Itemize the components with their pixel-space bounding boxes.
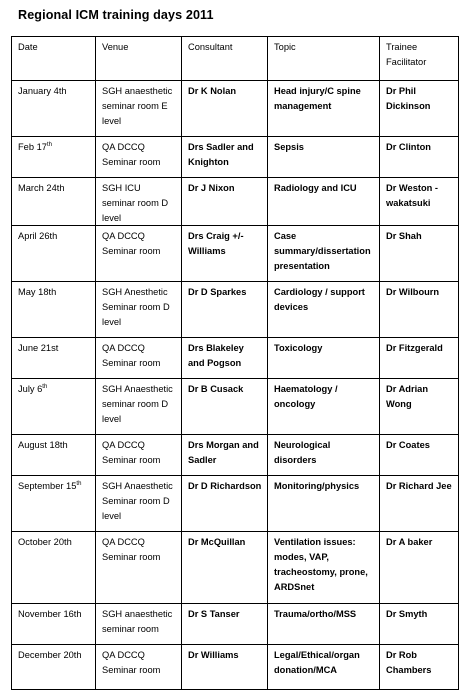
consultant-cell: Dr J Nixon — [182, 178, 268, 226]
date-cell: November 16th — [12, 604, 96, 645]
consultant-cell: Dr S Tanser — [182, 604, 268, 645]
consultant-cell: Dr B Cusack — [182, 379, 268, 435]
facilitator-cell: Dr Phil Dickinson — [380, 81, 459, 137]
date-cell: March 24th — [12, 178, 96, 226]
facilitator-cell: Dr Shah — [380, 226, 459, 282]
consultant-cell: Drs Sadler and Knighton — [182, 137, 268, 178]
table-row — [12, 379, 459, 435]
topic-cell: Neurological disorders — [268, 435, 380, 476]
venue-cell: QA DCCQ Seminar room — [96, 137, 182, 178]
date-cell: December 20th — [12, 645, 96, 690]
date-cell: April 26th — [12, 226, 96, 282]
date-cell: October 20th — [12, 532, 96, 604]
table-row — [12, 137, 459, 178]
facilitator-cell: Dr Richard Jee — [380, 476, 459, 532]
consultant-cell: Dr K Nolan — [182, 81, 268, 137]
venue-cell: QA DCCQ Seminar room — [96, 532, 182, 604]
document-title: Regional ICM training days 2011 — [18, 8, 214, 22]
date-cell: September 15th — [12, 476, 96, 532]
facilitator-cell: Dr Weston - wakatsuki — [380, 178, 459, 226]
topic-cell: Legal/Ethical/organ donation/MCA — [268, 645, 380, 690]
facilitator-cell: Dr A baker — [380, 532, 459, 604]
consultant-cell: Drs Morgan and Sadler — [182, 435, 268, 476]
topic-cell: Sepsis — [268, 137, 380, 178]
table-row — [12, 532, 459, 604]
topic-cell: Cardiology / support devices — [268, 282, 380, 338]
topic-cell: Head injury/C spine management — [268, 81, 380, 137]
header-trainee-facilitator: Trainee Facilitator — [380, 37, 459, 81]
topic-cell: Case summary/dissertation presentation — [268, 226, 380, 282]
facilitator-cell: Dr Wilbourn — [380, 282, 459, 338]
topic-cell: Trauma/ortho/MSS — [268, 604, 380, 645]
consultant-cell: Dr Williams — [182, 645, 268, 690]
venue-cell: QA DCCQ Seminar room — [96, 338, 182, 379]
venue-cell: QA DCCQ Seminar room — [96, 435, 182, 476]
venue-cell: SGH anaesthetic seminar room — [96, 604, 182, 645]
date-cell: July 6th — [12, 379, 96, 435]
consultant-cell: Drs Craig +/- Williams — [182, 226, 268, 282]
header-consultant: Consultant — [182, 37, 268, 81]
consultant-cell: Dr D Sparkes — [182, 282, 268, 338]
topic-cell: Haematology / oncology — [268, 379, 380, 435]
date-cell: January 4th — [12, 81, 96, 137]
table-row — [12, 604, 459, 645]
topic-cell: Monitoring/physics — [268, 476, 380, 532]
table-row — [12, 476, 459, 532]
facilitator-cell: Dr Coates — [380, 435, 459, 476]
topic-cell: Radiology and ICU — [268, 178, 380, 226]
venue-cell: SGH ICU seminar room D level — [96, 178, 182, 226]
date-cell: May 18th — [12, 282, 96, 338]
table-row — [12, 435, 459, 476]
venue-cell: SGH anaesthetic seminar room E level — [96, 81, 182, 137]
header-date: Date — [12, 37, 96, 81]
topic-cell: Toxicology — [268, 338, 380, 379]
venue-cell: QA DCCQ Seminar room — [96, 645, 182, 690]
training-schedule-table — [11, 36, 459, 690]
date-cell: August 18th — [12, 435, 96, 476]
facilitator-cell: Dr Fitzgerald — [380, 338, 459, 379]
table-row — [12, 178, 459, 226]
facilitator-cell: Dr Rob Chambers — [380, 645, 459, 690]
consultant-cell: Dr McQuillan — [182, 532, 268, 604]
date-cell: June 21st — [12, 338, 96, 379]
table-row — [12, 226, 459, 282]
venue-cell: SGH Anesthetic Seminar room D level — [96, 282, 182, 338]
header-row — [12, 37, 459, 81]
facilitator-cell: Dr Smyth — [380, 604, 459, 645]
table-row — [12, 282, 459, 338]
date-cell: Feb 17th — [12, 137, 96, 178]
venue-cell: SGH Anaesthetic Seminar room D level — [96, 476, 182, 532]
table-row — [12, 81, 459, 137]
table-row — [12, 645, 459, 690]
consultant-cell: Drs Blakeley and Pogson — [182, 338, 268, 379]
topic-cell: Ventilation issues: modes, VAP, tracheostomy, prone, ARDSnet — [268, 532, 380, 604]
header-venue: Venue — [96, 37, 182, 81]
facilitator-cell: Dr Adrian Wong — [380, 379, 459, 435]
header-topic: Topic — [268, 37, 380, 81]
table-row — [12, 338, 459, 379]
consultant-cell: Dr D Richardson — [182, 476, 268, 532]
venue-cell: SGH Anaesthetic seminar room D level — [96, 379, 182, 435]
venue-cell: QA DCCQ Seminar room — [96, 226, 182, 282]
facilitator-cell: Dr Clinton — [380, 137, 459, 178]
